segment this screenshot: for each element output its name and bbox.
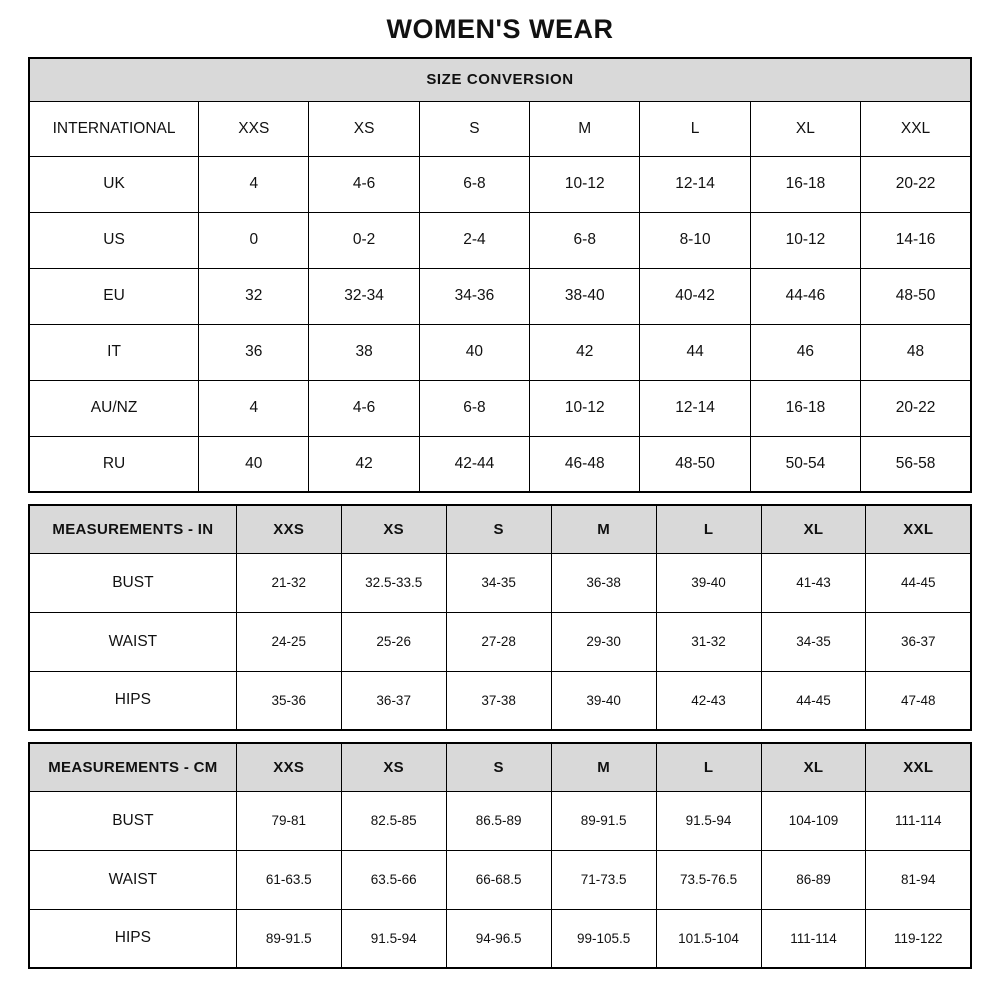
size-cell: 2-4 xyxy=(419,212,529,268)
measurement-cell: 44-45 xyxy=(866,553,971,612)
measurement-cell: 34-35 xyxy=(446,553,551,612)
size-cell: 40 xyxy=(199,436,309,492)
size-cell: 12-14 xyxy=(640,380,750,436)
column-header: XS xyxy=(341,505,446,553)
column-header: XXL xyxy=(866,505,971,553)
column-header: XXL xyxy=(861,101,971,156)
row-label: HIPS xyxy=(29,671,236,730)
size-cell: 40-42 xyxy=(640,268,750,324)
measurement-cell: 82.5-85 xyxy=(341,791,446,850)
size-cell: 20-22 xyxy=(861,156,971,212)
size-cell: 42-44 xyxy=(419,436,529,492)
table-row xyxy=(29,909,971,968)
size-cell: 0-2 xyxy=(309,212,419,268)
size-cell: 56-58 xyxy=(861,436,971,492)
column-header-row xyxy=(29,101,971,156)
column-header: M xyxy=(551,505,656,553)
row-label: EU xyxy=(29,268,199,324)
column-header: L xyxy=(656,743,761,791)
measurement-cell: 29-30 xyxy=(551,612,656,671)
measurements-cm-table xyxy=(28,742,972,969)
measurement-cell: 63.5-66 xyxy=(341,850,446,909)
size-cell: 12-14 xyxy=(640,156,750,212)
measurement-cell: 91.5-94 xyxy=(341,909,446,968)
size-cell: 10-12 xyxy=(530,156,640,212)
measurement-cell: 24-25 xyxy=(236,612,341,671)
size-cell: 48-50 xyxy=(640,436,750,492)
measurements-in-table xyxy=(28,504,972,731)
size-cell: 8-10 xyxy=(640,212,750,268)
measurement-cell: 89-91.5 xyxy=(551,791,656,850)
size-cell: 4-6 xyxy=(309,156,419,212)
column-header-row xyxy=(29,743,971,791)
row-label: US xyxy=(29,212,199,268)
table-row xyxy=(29,850,971,909)
table-row xyxy=(29,380,971,436)
row-label: BUST xyxy=(29,553,236,612)
size-cell: 36 xyxy=(199,324,309,380)
measurement-cell: 94-96.5 xyxy=(446,909,551,968)
size-cell: 16-18 xyxy=(750,156,860,212)
column-header: XXS xyxy=(199,101,309,156)
size-cell: 32-34 xyxy=(309,268,419,324)
measurement-cell: 35-36 xyxy=(236,671,341,730)
measurement-cell: 47-48 xyxy=(866,671,971,730)
size-conversion-table xyxy=(28,57,972,493)
page-title: WOMEN'S WEAR xyxy=(386,14,614,44)
measurement-cell: 111-114 xyxy=(761,909,866,968)
measurement-cell: 86.5-89 xyxy=(446,791,551,850)
column-header: M xyxy=(551,743,656,791)
measurement-cell: 79-81 xyxy=(236,791,341,850)
measurement-cell: 104-109 xyxy=(761,791,866,850)
column-header: XS xyxy=(309,101,419,156)
row-label: IT xyxy=(29,324,199,380)
size-cell: 38-40 xyxy=(530,268,640,324)
table-row xyxy=(29,324,971,380)
column-header: M xyxy=(530,101,640,156)
size-cell: 48 xyxy=(861,324,971,380)
column-header: L xyxy=(640,101,750,156)
measurement-cell: 91.5-94 xyxy=(656,791,761,850)
table-row xyxy=(29,212,971,268)
column-header: XXS xyxy=(236,743,341,791)
measurement-cell: 119-122 xyxy=(866,909,971,968)
measurement-cell: 27-28 xyxy=(446,612,551,671)
size-cell: 4 xyxy=(199,156,309,212)
size-conversion-title: SIZE CONVERSION xyxy=(29,58,971,101)
measurement-cell: 39-40 xyxy=(551,671,656,730)
size-cell: 20-22 xyxy=(861,380,971,436)
table-row xyxy=(29,612,971,671)
measurement-cell: 41-43 xyxy=(761,553,866,612)
size-cell: 44 xyxy=(640,324,750,380)
size-cell: 16-18 xyxy=(750,380,860,436)
measurement-cell: 42-43 xyxy=(656,671,761,730)
measurement-cell: 111-114 xyxy=(866,791,971,850)
column-header: XS xyxy=(341,743,446,791)
size-cell: 46-48 xyxy=(530,436,640,492)
table-row xyxy=(29,268,971,324)
measurement-cell: 81-94 xyxy=(866,850,971,909)
row-label: HIPS xyxy=(29,909,236,968)
size-cell: 14-16 xyxy=(861,212,971,268)
measurement-cell: 32.5-33.5 xyxy=(341,553,446,612)
size-cell: 6-8 xyxy=(419,156,529,212)
table-row xyxy=(29,156,971,212)
measurement-cell: 36-37 xyxy=(866,612,971,671)
measurement-cell: 25-26 xyxy=(341,612,446,671)
table-row xyxy=(29,671,971,730)
measurement-cell: 36-38 xyxy=(551,553,656,612)
measurement-cell: 86-89 xyxy=(761,850,866,909)
size-cell: 38 xyxy=(309,324,419,380)
measurements-cm-title: MEASUREMENTS - CM xyxy=(29,743,236,791)
measurements-in-title: MEASUREMENTS - IN xyxy=(29,505,236,553)
column-header: XXS xyxy=(236,505,341,553)
measurement-cell: 36-37 xyxy=(341,671,446,730)
measurement-cell: 44-45 xyxy=(761,671,866,730)
size-cell: 40 xyxy=(419,324,529,380)
size-cell: 0 xyxy=(199,212,309,268)
size-cell: 42 xyxy=(309,436,419,492)
size-cell: 44-46 xyxy=(750,268,860,324)
table-row xyxy=(29,791,971,850)
size-cell: 6-8 xyxy=(530,212,640,268)
measurement-cell: 99-105.5 xyxy=(551,909,656,968)
table-row xyxy=(29,436,971,492)
column-header: XL xyxy=(761,743,866,791)
row-label: RU xyxy=(29,436,199,492)
table-row xyxy=(29,553,971,612)
column-header: XXL xyxy=(866,743,971,791)
row-label: BUST xyxy=(29,791,236,850)
column-header: INTERNATIONAL xyxy=(29,101,199,156)
measurement-cell: 21-32 xyxy=(236,553,341,612)
row-label: AU/NZ xyxy=(29,380,199,436)
size-cell: 34-36 xyxy=(419,268,529,324)
measurement-cell: 71-73.5 xyxy=(551,850,656,909)
measurement-cell: 66-68.5 xyxy=(446,850,551,909)
column-header: S xyxy=(446,505,551,553)
measurement-cell: 101.5-104 xyxy=(656,909,761,968)
size-cell: 4-6 xyxy=(309,380,419,436)
measurement-cell: 61-63.5 xyxy=(236,850,341,909)
size-cell: 4 xyxy=(199,380,309,436)
column-header: XL xyxy=(750,101,860,156)
table-title-row xyxy=(29,58,971,101)
column-header: S xyxy=(419,101,529,156)
measurement-cell: 73.5-76.5 xyxy=(656,850,761,909)
column-header-row xyxy=(29,505,971,553)
measurement-cell: 34-35 xyxy=(761,612,866,671)
measurement-cell: 37-38 xyxy=(446,671,551,730)
measurement-cell: 89-91.5 xyxy=(236,909,341,968)
measurement-cell: 31-32 xyxy=(656,612,761,671)
size-cell: 46 xyxy=(750,324,860,380)
size-cell: 50-54 xyxy=(750,436,860,492)
row-label: WAIST xyxy=(29,612,236,671)
row-label: WAIST xyxy=(29,850,236,909)
column-header: XL xyxy=(761,505,866,553)
size-cell: 10-12 xyxy=(750,212,860,268)
column-header: L xyxy=(656,505,761,553)
size-cell: 32 xyxy=(199,268,309,324)
measurement-cell: 39-40 xyxy=(656,553,761,612)
row-label: UK xyxy=(29,156,199,212)
column-header: S xyxy=(446,743,551,791)
size-cell: 6-8 xyxy=(419,380,529,436)
size-cell: 48-50 xyxy=(861,268,971,324)
size-cell: 42 xyxy=(530,324,640,380)
size-cell: 10-12 xyxy=(530,380,640,436)
